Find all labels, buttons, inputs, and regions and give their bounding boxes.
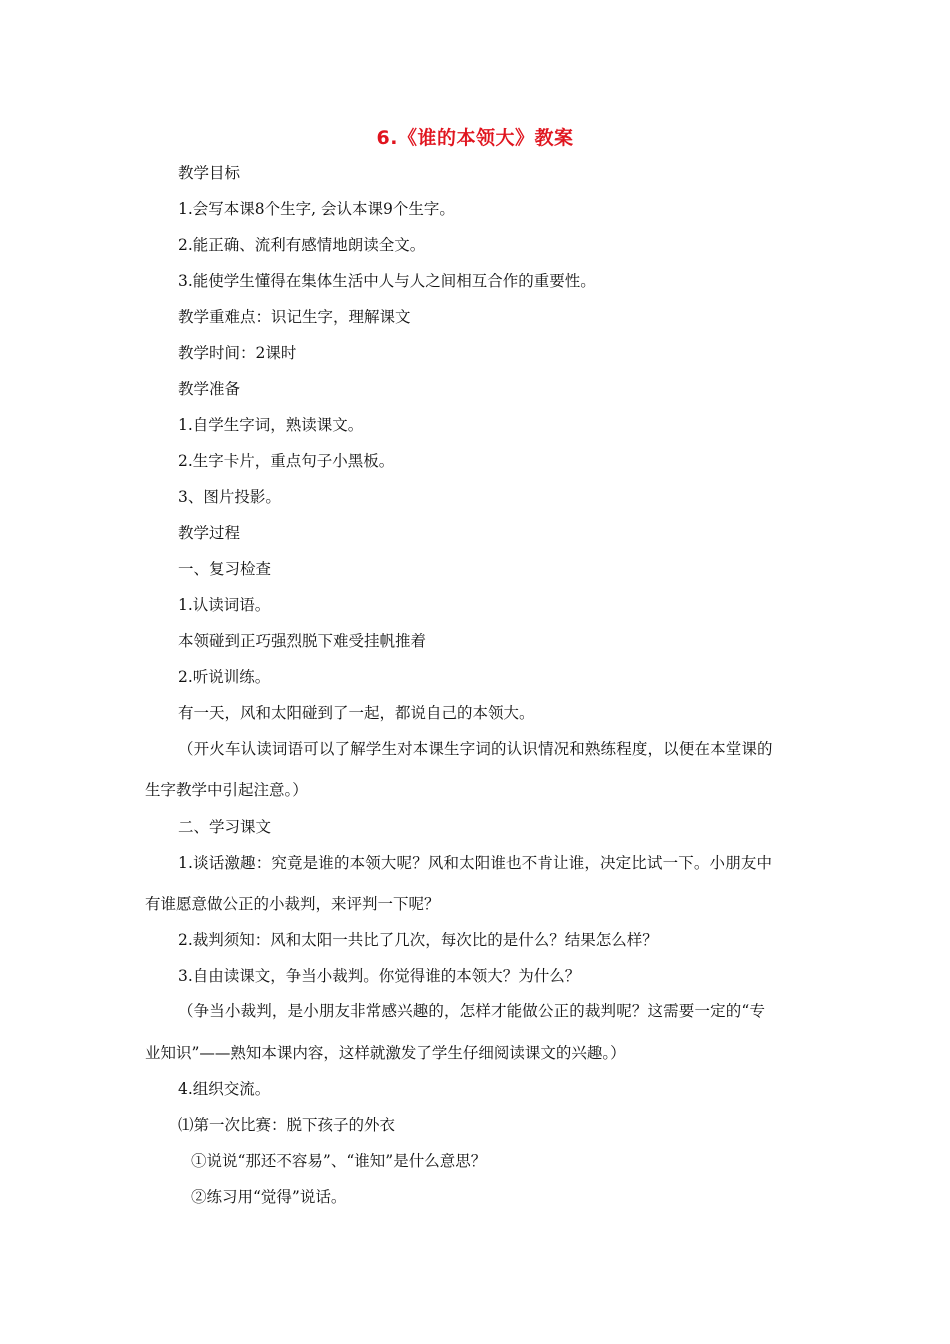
section-heading-text: 二、学习课文	[178, 818, 272, 836]
paragraph: 有一天，风和太阳碰到了一起，都说自己的本领大。	[178, 704, 535, 722]
paragraph: 本领碰到正巧强烈脱下难受挂帆推着	[178, 632, 427, 650]
paragraph: 一、复习检查	[178, 560, 272, 578]
paragraph: 有谁愿意做公正的小裁判，来评判一下呢？	[145, 895, 440, 913]
paragraph: 1.会写本课8个生字, 会认本课9个生字。	[178, 200, 455, 218]
paragraph: （争当小裁判，是小朋友非常感兴趣的，怎样才能做公正的裁判呢？这需要一定的“专	[178, 1002, 766, 1020]
paragraph: ①说说“那还不容易”、“谁知”是什么意思？	[191, 1152, 487, 1170]
paragraph: 2.裁判须知：风和太阳一共比了几次，每次比的是什么？结果怎么样？	[178, 931, 658, 949]
section-heading-prep: 教学准备	[178, 380, 241, 398]
paragraph: 教学重难点：识记生字，理解课文	[178, 308, 411, 326]
paragraph: ②练习用“觉得”说话。	[191, 1188, 347, 1206]
document-title: 6.《谁的本领大》教案	[376, 127, 574, 149]
paragraph: 业知识”——熟知本课内容，这样就激发了学生仔细阅读课文的兴趣。）	[145, 1044, 626, 1062]
paragraph: 1.自学生字词，熟读课文。	[178, 416, 364, 434]
paragraph: 1.认读词语。	[178, 596, 271, 614]
paragraph: 2.能正确、流利有感情地朗读全文。	[178, 236, 426, 254]
paragraph: （开火车认读词语可以了解学生对本课生字词的认识情况和熟练程度，以便在本堂课的	[178, 740, 773, 758]
paragraph: 1.谈话激趣：究竟是谁的本领大呢？风和太阳谁也不肯让谁，决定比试一下。小朋友中	[178, 854, 773, 872]
paragraph: 4.组织交流。	[178, 1080, 271, 1098]
paragraph: 3.自由读课文，争当小裁判。你觉得谁的本领大？为什么？	[178, 967, 581, 985]
paragraph: 教学时间：2课时	[178, 344, 297, 362]
paragraph: 2.听说训练。	[178, 668, 271, 686]
section-heading-process: 教学过程	[178, 524, 241, 542]
paragraph: 2.生字卡片，重点句子小黑板。	[178, 452, 395, 470]
paragraph: 3.能使学生懂得在集体生活中人与人之间相互合作的重要性。	[178, 272, 596, 290]
paragraph: 生字教学中引起注意。）	[145, 781, 308, 799]
paragraph: ⑴第一次比赛：脱下孩子的外衣	[178, 1116, 396, 1134]
paragraph: 3、图片投影。	[178, 488, 281, 506]
section-heading-goals: 教学目标	[178, 164, 241, 182]
